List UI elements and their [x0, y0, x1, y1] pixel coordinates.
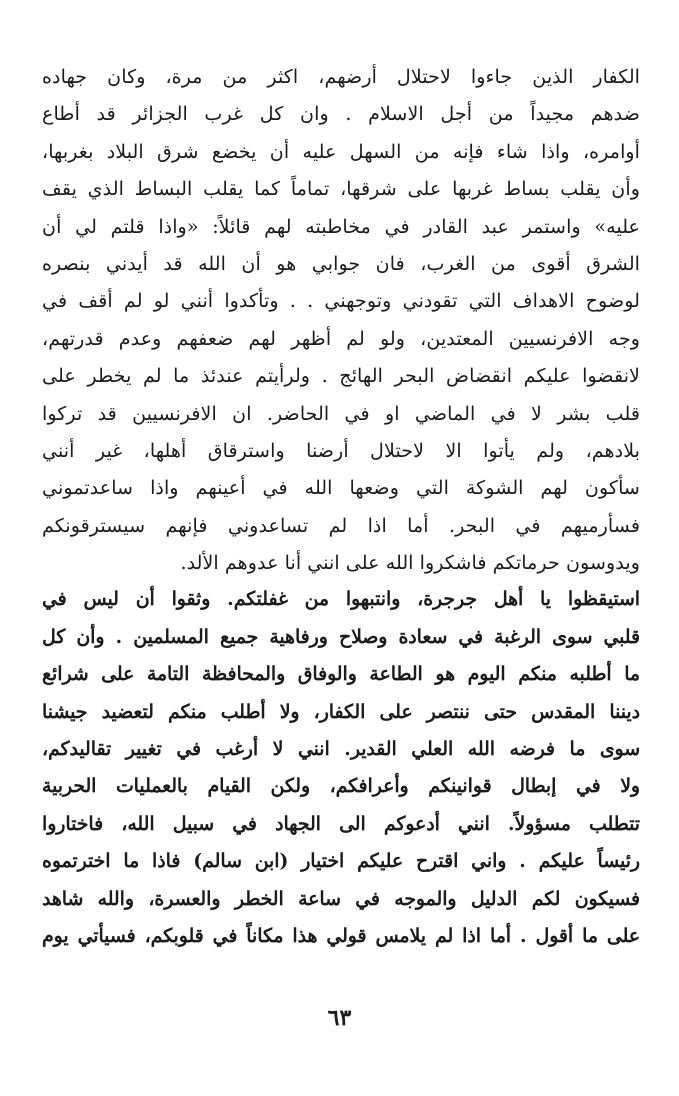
text-line-10: قلب بشر لا في الماضي او في الحاضر. ان الافرنسيين قد تركوا	[42, 401, 640, 425]
text-line-1: الكفار الذين جاءوا لاحتلال أرضهم، اكثر من مرة، وكان جهاده	[42, 65, 640, 88]
body-text	[42, 58, 640, 955]
text-line-21: تتطلب مسؤولاً. انني أدعوكم الى الجهاد في سبيل الله، فاختاروا	[42, 812, 640, 835]
text-line-24: على ما أقول . أما اذا لم يلامس قولي هذا مكاناً في قلوبكم، فسيأتي يوم	[42, 924, 640, 947]
text-line-2: ضدهم مجيداً من أجل الاسلام . وان كل غرب الجزائر قد أطاع	[42, 102, 640, 126]
text-line-6: الشرق أقوى من الغرب، فان جوابي هو أن الله قد أيدني بنصره	[42, 251, 640, 275]
text-line-15: استيقظوا يا أهل جرجرة، وانتبهوا من غفلتكم. وثقوا أن ليس في	[42, 588, 640, 611]
text-line-18: ديننا المقدس حتى ننتصر على الكفار، ولا أطلب منكم لتعضيد جيشنا	[42, 700, 640, 723]
text-line-14: ويدوسون حرماتكم فاشكروا الله على انني أنا عدوهم الألد.	[180, 551, 640, 575]
text-line-3: أوامره، واذا شاء فإنه من السهل عليه أن يخضع شرق البلاد بغربها،	[42, 139, 640, 163]
text-line-22: رئيساً عليكم . واني اقترح عليكم اختيار (ابن سالم) فاذا ما اخترتموه	[42, 850, 640, 873]
page-number: ٦٣	[327, 1005, 352, 1031]
text-line-17: ما أطلبه منكم اليوم هو الطاعة والوفاق والمحافظة التامة على شرائع	[42, 663, 640, 686]
text-line-4: وأن يقلب بساط غربها على شرقها، تماماً كما يقلب البساط الذي يقف	[42, 177, 640, 201]
text-line-23: فسيكون لكم الدليل والموجه في ساعة الخطر والعسرة، والله شاهد	[42, 887, 640, 910]
text-line-7: لوضوح الاهداف التي تقودني وتوجهني . . وتأكدوا أنني لو لم أقف في	[42, 289, 640, 313]
text-line-16: قلبي سوى الرغبة في سعادة وصلاح ورفاهية جميع المسلمين . وأن كل	[42, 625, 640, 648]
text-line-8: وجه الافرنسيين المعتدين، ولو لم أظهر لهم ضعفهم وعدم قدرتهم،	[42, 326, 640, 350]
text-line-5: عليه» واستمر عبد القادر في مخاطبته لهم قائلاً: «واذا قلتم لي أن	[42, 214, 640, 238]
text-line-12: سأكون لهم الشوكة التي وضعها الله في أعينهم واذا ساعدتموني	[42, 476, 640, 500]
text-line-20: ولا في إبطال قوانينكم وأعرافكم، ولكن القيام بالعمليات الحربية	[42, 775, 640, 798]
text-line-9: لانقضوا عليكم انقضاض البحر الهائج . ولرأيتم عندئذ ما لم يخطر على	[42, 364, 640, 388]
text-line-13: فسأرميهم في البحر. أما اذا لم تساعدوني فإنهم سيسترقونكم	[42, 513, 640, 537]
text-line-11: بلادهم، ولم يأتوا الا لاحتلال أرضنا واسترقاق أهلها، غير أنني	[42, 438, 640, 462]
text-line-19: سوى ما فرضه الله العلي القدير. انني لا أرغب في تغيير تقاليدكم،	[42, 738, 640, 761]
